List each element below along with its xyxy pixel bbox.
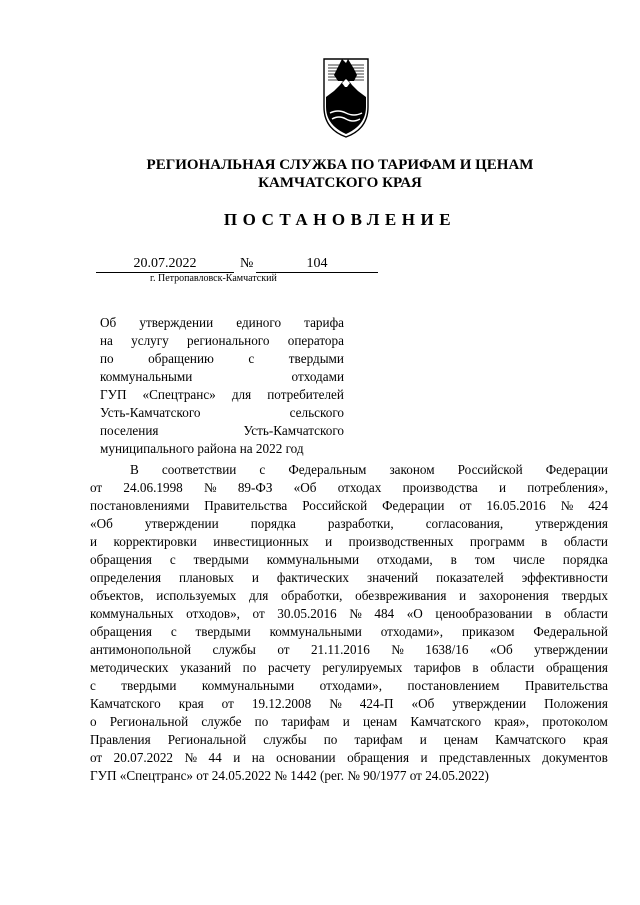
word: от: [277, 642, 290, 657]
word: по: [323, 732, 338, 747]
word: для: [231, 387, 252, 402]
word: 89-ФЗ: [237, 480, 273, 495]
word: Федеральным: [288, 462, 367, 477]
body-line: [90, 767, 608, 785]
word: 1638/16: [425, 642, 469, 657]
word: области: [563, 606, 608, 621]
word: отходов»,: [186, 606, 240, 621]
word: антимонопольной: [90, 642, 192, 657]
word: 19.12.2008: [251, 696, 312, 711]
word: коммунальных: [90, 606, 174, 621]
word: с: [170, 624, 177, 639]
word: обращению: [148, 351, 214, 366]
issuing-city: г. Петропавловск-Камчатский: [150, 273, 277, 284]
word: ГУП: [100, 387, 127, 402]
word: определения: [90, 570, 162, 585]
body-line: [90, 659, 608, 677]
word: расчету: [267, 660, 311, 675]
word: Камчатского: [410, 714, 482, 729]
word: и: [420, 750, 428, 765]
word: обезвреживания: [355, 588, 447, 603]
word: услугу: [131, 333, 169, 348]
word: 424-П: [359, 696, 394, 711]
word: о: [90, 714, 97, 729]
word: захоронения: [478, 588, 549, 603]
word: тарифам: [354, 732, 403, 747]
word: Камчатского: [90, 696, 161, 711]
word: от: [459, 498, 472, 513]
subject-line: [100, 440, 344, 458]
body-line: [90, 677, 608, 695]
word: и: [419, 732, 427, 747]
word: по: [100, 351, 114, 366]
body-line: [90, 461, 608, 479]
body-line: [90, 479, 608, 497]
word: обработки,: [281, 588, 343, 603]
word: регионального: [187, 333, 270, 348]
word: №: [184, 750, 198, 765]
word: Усть-Камчатского: [100, 405, 201, 420]
word: В: [130, 462, 139, 477]
word: области: [490, 660, 535, 675]
word: от: [90, 480, 103, 495]
word: по: [242, 660, 257, 675]
word: твердых: [561, 588, 608, 603]
word: с: [259, 462, 266, 477]
word: том: [474, 552, 495, 567]
word: оператора: [287, 333, 344, 348]
word: муниципального района на 2022 год: [100, 441, 304, 456]
word: потребления»,: [527, 480, 608, 495]
organization-name: [0, 156, 640, 192]
word: №: [349, 606, 362, 621]
word: поселения: [100, 423, 159, 438]
word: Федерации: [545, 462, 608, 477]
word: производственных: [348, 534, 454, 549]
word: твердыми: [193, 552, 249, 567]
word: края: [582, 732, 608, 747]
word: отходами»,: [319, 678, 382, 693]
word: службе: [201, 714, 242, 729]
document-date: 20.07.2022: [96, 256, 234, 273]
word: законом: [389, 462, 435, 477]
word: Российской: [302, 498, 368, 513]
word: от: [221, 696, 234, 711]
word: «Об: [293, 480, 317, 495]
word: ГУП «Спецтранс» от 24.05.2022 № 1442 (рег. № 90/1977 от 24.05.2022): [90, 768, 489, 783]
number-sign: №: [240, 256, 254, 271]
document-subject: [100, 314, 344, 458]
body-line: [90, 605, 608, 623]
word: «О: [406, 606, 423, 621]
kamchatka-coat-of-arms-icon: [320, 55, 372, 139]
word: представленных: [439, 750, 531, 765]
body-line: [90, 713, 608, 731]
body-line: [90, 569, 608, 587]
word: №: [329, 696, 342, 711]
word: утверждении: [534, 642, 608, 657]
word: основании: [276, 750, 336, 765]
word: документов: [542, 750, 608, 765]
word: разработки,: [327, 516, 394, 531]
word: отходами»,: [380, 624, 444, 639]
word: эффективности: [521, 570, 608, 585]
word: Усть-Камчатского: [243, 423, 344, 438]
org-line-1: РЕГИОНАЛЬНАЯ СЛУЖБА ПО ТАРИФАМ И ЦЕНАМ: [146, 157, 534, 173]
body-line: [90, 497, 608, 515]
body-line: [90, 623, 608, 641]
word: обращения: [546, 660, 608, 675]
word: Региональной: [109, 714, 189, 729]
subject-line: [100, 422, 344, 440]
word: регулируемых: [322, 660, 403, 675]
word: 424: [588, 498, 608, 513]
word: «Об: [489, 642, 513, 657]
word: методических: [90, 660, 169, 675]
word: Камчатского: [495, 732, 566, 747]
word: 484: [374, 606, 395, 621]
word: с: [169, 552, 176, 567]
body-line: [90, 731, 608, 749]
word: области: [563, 534, 608, 549]
word: коммунальными: [266, 552, 360, 567]
body-line: [90, 695, 608, 713]
word: тарифам: [281, 714, 330, 729]
word: Положения: [544, 696, 608, 711]
word: службы: [263, 732, 307, 747]
word: коммунальными: [269, 624, 362, 639]
document-body-paragraph: [90, 461, 608, 785]
word: тарифа: [304, 315, 344, 330]
word: с: [248, 351, 255, 366]
word: Региональной: [167, 732, 247, 747]
subject-line: [100, 332, 344, 350]
word: отходами: [291, 369, 344, 384]
word: объектов,: [90, 588, 144, 603]
word: в: [541, 534, 548, 549]
word: показателей: [436, 570, 504, 585]
word: значений: [366, 570, 419, 585]
word: и: [498, 480, 507, 495]
word: Правления: [90, 732, 151, 747]
word: №: [204, 480, 217, 495]
word: приказом: [461, 624, 515, 639]
word: и: [459, 588, 467, 603]
subject-line: [100, 386, 344, 404]
word: ценообразовании: [435, 606, 533, 621]
word: протоколом: [542, 714, 608, 729]
word: производства: [402, 480, 478, 495]
word: программ: [469, 534, 525, 549]
word: Российской: [457, 462, 523, 477]
word: единого: [236, 315, 282, 330]
word: ценам: [443, 732, 479, 747]
body-line: [90, 551, 608, 569]
word: обращения: [90, 552, 152, 567]
word: обращения: [90, 624, 152, 639]
word: фактических: [276, 570, 349, 585]
word: в: [450, 552, 457, 567]
word: инвестиционных: [213, 534, 309, 549]
body-line: [90, 587, 608, 605]
word: утверждения: [535, 516, 608, 531]
document-type-title: ПОСТАНОВЛЕНИЕ: [223, 210, 457, 229]
word: от: [90, 750, 103, 765]
word: и: [325, 534, 333, 549]
word: и: [233, 750, 241, 765]
body-line: [90, 515, 608, 533]
word: Федерации: [382, 498, 445, 513]
subject-line: [100, 350, 344, 368]
word: отходами,: [376, 552, 433, 567]
word: 44: [208, 750, 222, 765]
org-line-2: КАМЧАТСКОГО КРАЯ: [258, 175, 422, 191]
word: Правительства: [204, 498, 288, 513]
word: для: [248, 588, 269, 603]
word: и: [251, 570, 259, 585]
word: и: [90, 534, 98, 549]
word: на: [100, 333, 113, 348]
word: порядка: [562, 552, 608, 567]
word: в: [545, 606, 552, 621]
word: числе: [512, 552, 545, 567]
word: тарифов: [413, 660, 461, 675]
word: службы: [212, 642, 256, 657]
word: 16.05.2016: [486, 498, 546, 513]
word: сельского: [289, 405, 344, 420]
word: края: [178, 696, 204, 711]
subject-line: [100, 368, 344, 386]
word: плановых: [179, 570, 234, 585]
word: с: [90, 678, 96, 693]
word: от: [252, 606, 265, 621]
word: 20.07.2022: [113, 750, 173, 765]
word: 24.06.1998: [123, 480, 183, 495]
word: 30.05.2016: [277, 606, 337, 621]
document-number: 104: [256, 256, 378, 273]
subject-line: [100, 404, 344, 422]
word: «Спецтранс»: [142, 387, 216, 402]
word: используемых: [156, 588, 237, 603]
word: «Об: [90, 516, 113, 531]
word: твердыми: [121, 678, 177, 693]
word: на: [251, 750, 265, 765]
word: твердыми: [195, 624, 251, 639]
word: согласования,: [425, 516, 504, 531]
word: обращения: [347, 750, 410, 765]
word: №: [391, 642, 404, 657]
body-line: [90, 533, 608, 551]
word: твердыми: [288, 351, 344, 366]
word: в: [472, 660, 479, 675]
word: 21.11.2016: [310, 642, 370, 657]
word: корректировки: [113, 534, 197, 549]
word: коммунальными: [100, 369, 193, 384]
word: Об: [100, 315, 117, 330]
word: «Об: [411, 696, 435, 711]
word: утверждении: [139, 315, 214, 330]
word: Правительства: [524, 678, 608, 693]
word: коммунальными: [201, 678, 295, 693]
word: утверждении: [452, 696, 527, 711]
subject-line: [100, 314, 344, 332]
word: постановлением: [407, 678, 500, 693]
word: края»,: [494, 714, 530, 729]
word: и: [342, 714, 350, 729]
word: по: [254, 714, 269, 729]
word: потребителей: [267, 387, 344, 402]
word: указаний: [180, 660, 232, 675]
body-line: [90, 749, 608, 767]
word: постановлениями: [90, 498, 190, 513]
word: отходах: [337, 480, 382, 495]
word: соответствии: [161, 462, 237, 477]
word: №: [560, 498, 574, 513]
body-line: [90, 641, 608, 659]
word: Федеральной: [533, 624, 608, 639]
word: утверждении: [144, 516, 219, 531]
word: ценам: [363, 714, 398, 729]
word: порядка: [250, 516, 296, 531]
